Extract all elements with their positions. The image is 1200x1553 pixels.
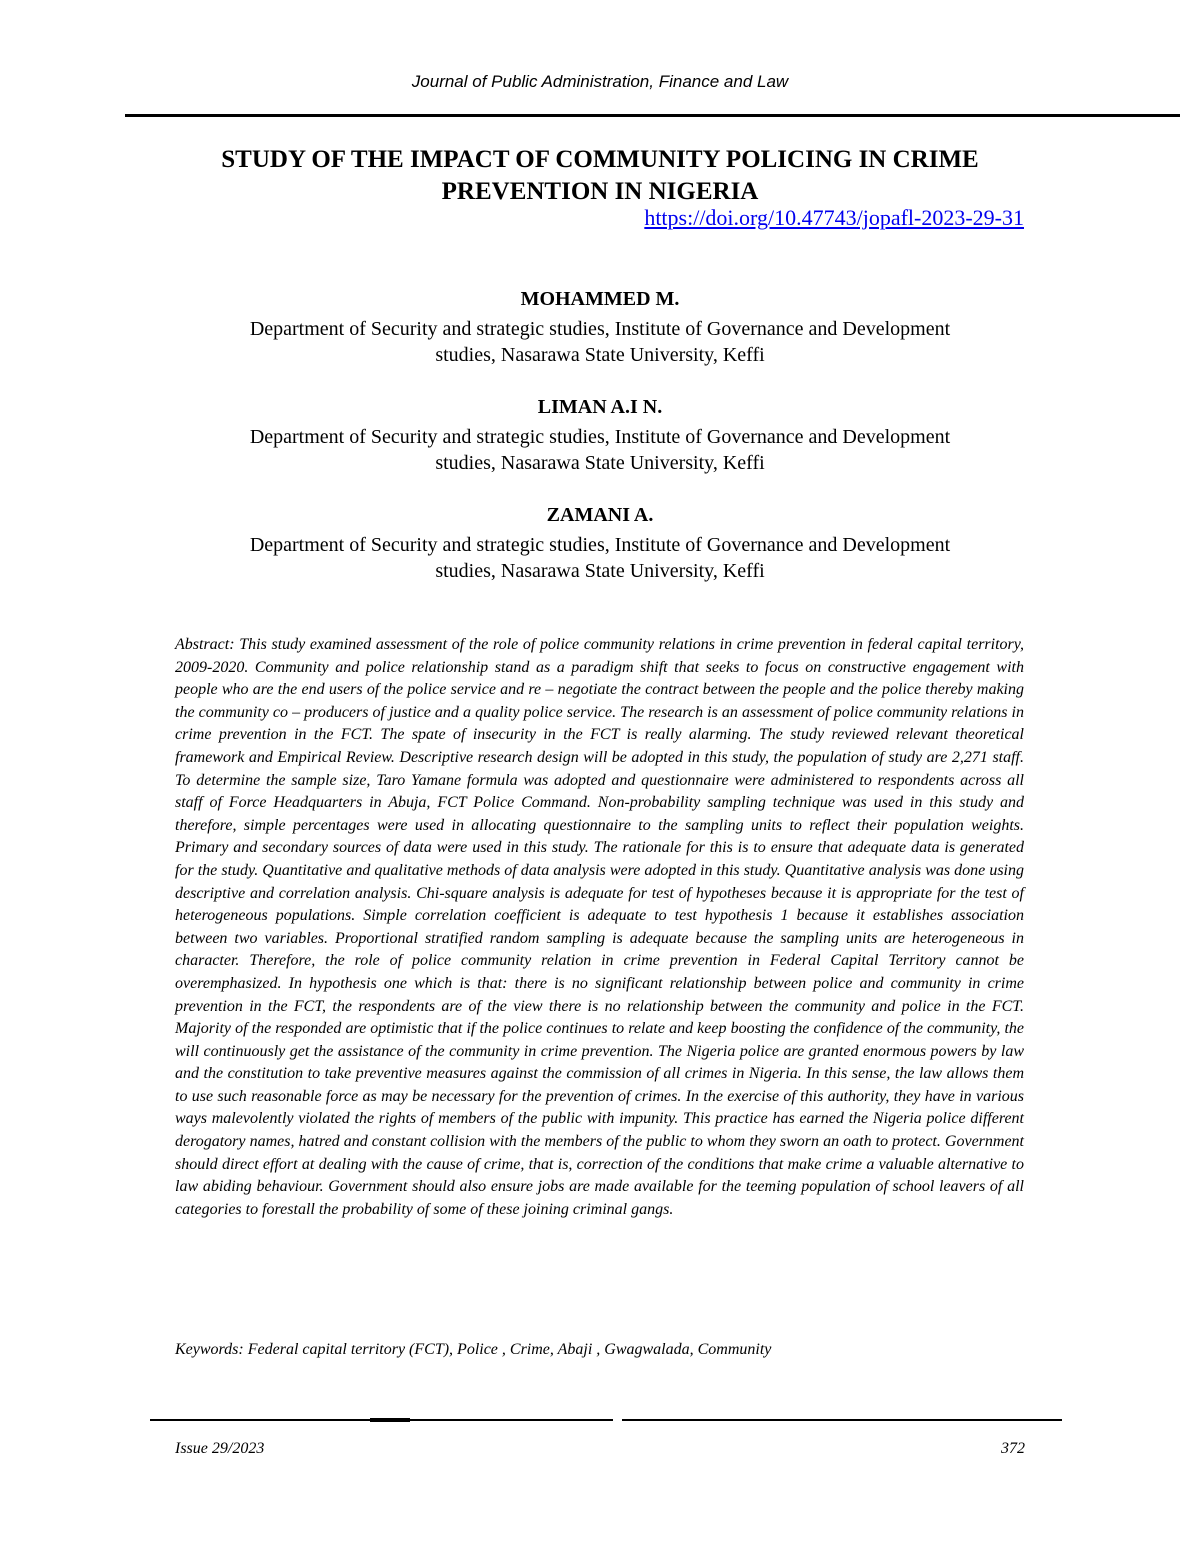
author-name: MOHAMMED M. xyxy=(520,288,680,310)
footer-rule-right xyxy=(622,1419,1062,1421)
footer-rule-accent xyxy=(370,1418,410,1422)
running-head: Journal of Public Administration, Finance and Law xyxy=(411,72,789,91)
affiliation-line-1: Department of Security and strategic studies, Institute of Governance and Development xyxy=(249,318,951,340)
author-affiliation xyxy=(150,316,1050,368)
keywords: Keywords: Federal capital territory (FCT), Police , Crime, Abaji , Gwagwalada, Community xyxy=(175,1341,772,1358)
article-title xyxy=(150,144,1050,208)
author-block-1 xyxy=(150,286,1050,368)
affiliation-line-2: studies, Nasarawa State University, Keffi xyxy=(435,452,765,474)
author-block-3 xyxy=(150,502,1050,584)
author-block-2 xyxy=(150,394,1050,476)
author-affiliation xyxy=(150,424,1050,476)
author-affiliation xyxy=(150,532,1050,584)
author-name: LIMAN A.I N. xyxy=(537,396,663,418)
title-line-1: STUDY OF THE IMPACT OF COMMUNITY POLICING IN CRIME xyxy=(221,146,979,173)
affiliation-line-2: studies, Nasarawa State University, Keffi xyxy=(435,344,765,366)
affiliation-line-1: Department of Security and strategic studies, Institute of Governance and Development xyxy=(249,534,951,556)
page-number: 372 xyxy=(1001,1440,1025,1457)
author-name: ZAMANI A. xyxy=(546,504,654,526)
affiliation-line-1: Department of Security and strategic studies, Institute of Governance and Development xyxy=(249,426,951,448)
footer-issue: Issue 29/2023 xyxy=(175,1440,265,1457)
title-line-2: PREVENTION IN NIGERIA xyxy=(441,178,759,205)
header-rule xyxy=(125,114,1180,117)
affiliation-line-2: studies, Nasarawa State University, Keffi xyxy=(435,560,765,582)
doi-link[interactable]: https://doi.org/10.47743/jopafl-2023-29-31 xyxy=(644,205,1024,230)
abstract-text: Abstract: This study examined assessment of the role of police community relations in crime prevention in federal capital territory, 2009-2020. Community and police relationship stand as a paradigm shift that seeks to focus on constructive engagement with people who are the end users of the police service and re – negotiate the contract between the people and the police thereby making the community co – producers of justice and a quality police service. The research is an assessment of police community relations in crime prevention in the FCT. The spate of insecurity in the FCT is really alarming. The study reviewed relevant theoretical framework and Empirical Review. Descriptive research design will be adopted in this study, the population of study are 2,271 staff. To determine the sample size, Taro Yamane formula was adopted and questionnaire were administered to respondents across all staff of Force Headquarters in Abuja, FCT Police Command. Non-probability sampling technique was used in this study and therefore, simple percentages were used in allocating questionnaire to the sampling units to reflect their population weights. Primary and secondary sources of data were used in this study. The rationale for this is to ensure that adequate data is generated for the study. Quantitative and qualitative methods of data analysis were adopted in this study. Quantitative analysis was done using descriptive and correlation analysis. Chi-square analysis is adequate for test of hypotheses because it is appropriate for the test of heterogeneous populations. Simple correlation coefficient is adequate to test hypothesis 1 because it establishes association between two variables. Proportional stratified random sampling is adequate because the sampling units are heterogeneous in character. Therefore, the role of police community relation in crime prevention in Federal Capital Territory cannot be overemphasized. In hypothesis one which is that: there is no significant relationship between police and community in crime prevention in the FCT, the respondents are of the view there is no relationship between the community and police in the FCT. Majority of the responded are optimistic that if the police continues to relate and keep boosting the confidence of the community, the will continuously get the assistance of the community in crime prevention. The Nigeria police are granted enormous powers by law and the constitution to take preventive measures against the commission of all crimes in Nigeria. In this sense, the law allows them to use such reasonable force as may be necessary for the prevention of crimes. In the exercise of this authority, they have in various ways malevolently violated the rights of members of the public with impunity. This practice has earned the Nigeria police different derogatory names, hatred and constant collision with the members of the public to whom they sworn an oath to protect. Government should direct effort at dealing with the cause of crime, that is, correction of the conditions that make crime a valuable alternative to law abiding behaviour. Government should also ensure jobs are made available for the teeming population of school leavers of all categories to forestall the probability of some of these joining criminal gangs. xyxy=(175,636,1024,1218)
